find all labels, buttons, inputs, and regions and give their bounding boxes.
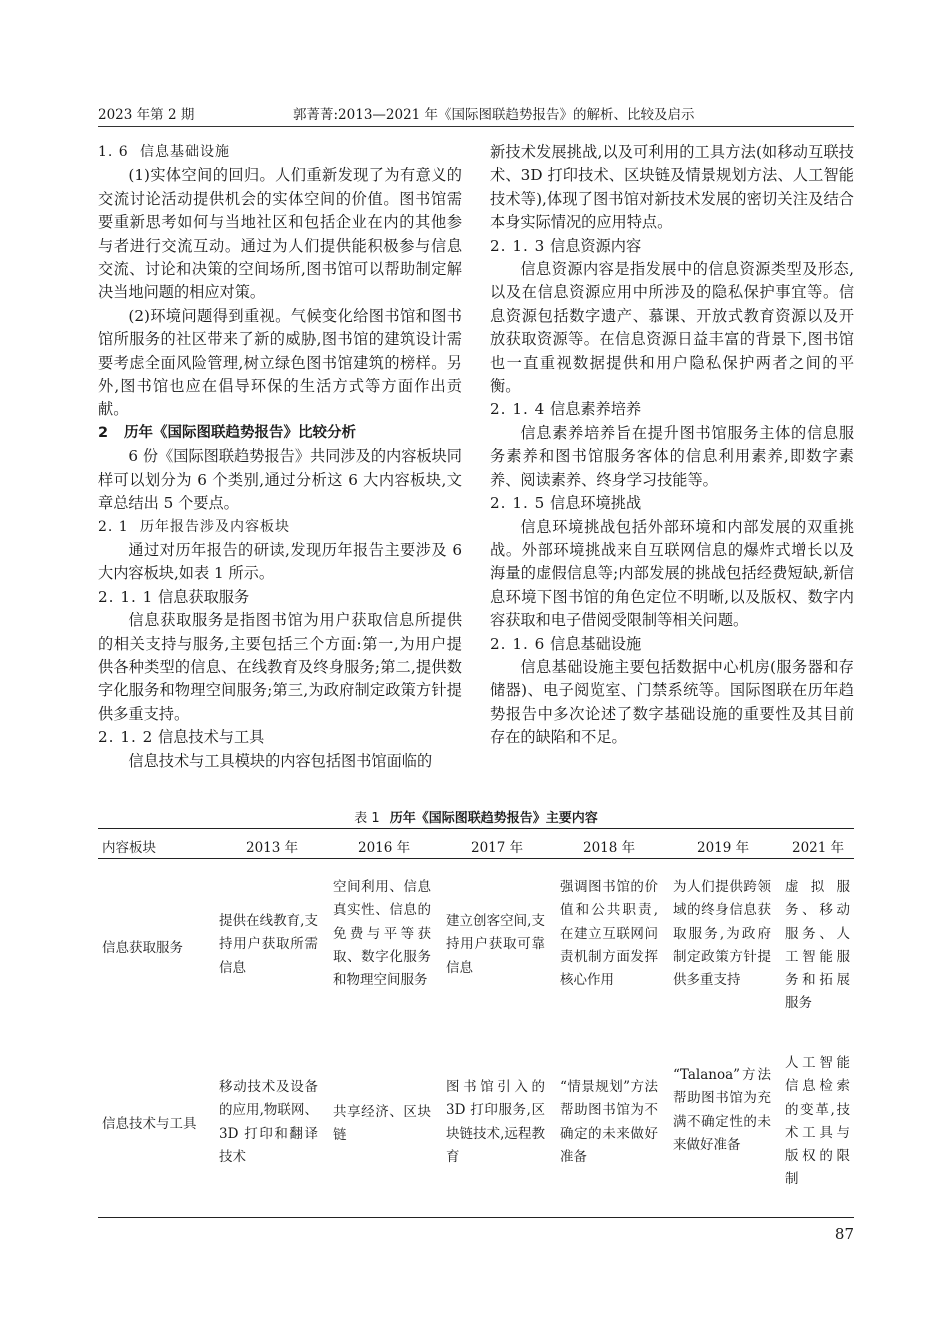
- table-header-cell: 2017 年: [471, 840, 524, 856]
- table-bottom-rule: [98, 1217, 854, 1218]
- table-caption: [98, 807, 854, 826]
- running-header: [98, 103, 854, 125]
- table-header-cell: 2019 年: [697, 840, 750, 856]
- left-column: [98, 141, 462, 773]
- table-row-label: 信息获取服务: [102, 940, 183, 956]
- table-header-cell: 2021 年: [792, 840, 845, 856]
- paragraph: 信息环境挑战包括外部环境和内部发展的双重挑战。外部环境挑战来自互联网信息的爆炸式增长以及海量的虚假信息等;内部发展的挑战包括经费短缺,新信息环境下图书馆的角色定位不明晰,以及版权、数字内容获取和电子借阅受限制等相关问题。: [490, 517, 854, 630]
- table-cell: 移动技术及设备的应用,物联网、3D 打印和翻译技术: [219, 1079, 318, 1165]
- section-1-6-heading: 1. 6 信息基础设施: [98, 144, 230, 160]
- section-2-1-2-heading: 2. 1. 2 信息技术与工具: [98, 728, 265, 747]
- section-2-1-6-heading: 2. 1. 6 信息基础设施: [490, 634, 642, 653]
- table-cell: 图书馆引入的 3D 打印服务,区块链技术,远程教育: [446, 1079, 545, 1165]
- paragraph: 信息获取服务是指图书馆为用户获取信息所提供的相关支持与服务,主要包括三个方面:第一,为用户提供各种类型的信息、在线教育及终身服务;第二,提供数字化服务和物理空间服务;第三,为政府制定政策方针提供多重支持。: [98, 611, 462, 723]
- table-header-rule: [98, 858, 854, 859]
- section-2-1-3-heading: 2. 1. 3 信息资源内容: [490, 236, 642, 255]
- paragraph: 信息资源内容是指发展中的信息资源类型及形态,以及在信息资源应用中所涉及的隐私保护事宜等。信息资源包括数字遗产、慕课、开放式教育资源以及开放获取资源等。在信息资源日益丰富的背景下,图书馆也一直重视数据提供和用户隐私保护两者之间的平衡。: [490, 260, 854, 396]
- section-2-1-heading: 2. 1 历年报告涉及内容板块: [98, 518, 290, 535]
- paragraph: 通过对历年报告的研读,发现历年报告主要涉及 6 大内容板块,如表 1 所示。: [98, 540, 462, 583]
- journal-issue: 2023 年第 2 期: [98, 107, 195, 123]
- table-title: 历年《国际图联趋势报告》主要内容: [389, 811, 598, 826]
- table-header-cell: 2016 年: [358, 840, 411, 856]
- section-2-1-1-heading: 2. 1. 1 信息获取服务: [98, 587, 250, 606]
- header-rule: [98, 126, 854, 127]
- table-header-cell: 内容板块: [102, 840, 156, 856]
- section-2-1-5-heading: 2. 1. 5 信息环境挑战: [490, 494, 642, 513]
- table-header-cell: 2013 年: [246, 840, 299, 856]
- section-2-1-4-heading: 2. 1. 4 信息素养培养: [490, 400, 642, 419]
- paragraph: (2)环境问题得到重视。气候变化给图书馆和图书馆所服务的社区带来了新的威胁,图书馆的建筑设计需要考虑全面风险管理,树立绿色图书馆建筑的榜样。另外,图书馆也应在倡导环保的生活方式等方面作出贡献。: [98, 306, 462, 419]
- right-column: [490, 141, 854, 750]
- table-top-rule: [98, 828, 854, 829]
- paragraph: (1)实体空间的回归。人们重新发现了为有意义的交流讨论活动提供机会的实体空间的价值。图书馆需要重新思考如何与当地社区和包括企业在内的其他参与者进行交流互动。通过为人们提供能积极参与信息交流、讨论和决策的空间场所,图书馆可以帮助制定解决当地问题的相应对策。: [98, 166, 462, 302]
- table-header-cell: 2018 年: [583, 840, 636, 856]
- table-row-label: 信息技术与工具: [102, 1116, 197, 1132]
- paragraph: 新技术发展挑战,以及可利用的工具方法(如移动互联技术、3D 打印技术、区块链及情景规划方法、人工智能技术等),体现了图书馆对新技术发展的密切关注及结合本身实际情况的应用特点。: [490, 143, 854, 232]
- table-cell: 共享经济、区块链: [333, 1104, 431, 1144]
- table-cell: 为人们提供跨领域的终身信息获取服务,为政府制定政策方针提供多重支持: [673, 879, 771, 989]
- table-cell: “Talanoa”方法帮助图书馆为充满不确定性的未来做好准备: [673, 1067, 771, 1153]
- running-title: 郭菁菁:2013—2021 年《国际图联趋势报告》的解析、比较及启示: [293, 107, 695, 123]
- table-number: 表 1: [354, 811, 380, 826]
- paragraph: 信息技术与工具模块的内容包括图书馆面临的: [128, 751, 433, 770]
- paragraph: 信息基础设施主要包括数据中心机房(服务器和存储器)、电子阅览室、门禁系统等。国际图联在历年趋势报告中多次论述了数字基础设施的重要性及其目前存在的缺陷和不足。: [490, 657, 854, 747]
- section-2-heading: 2 历年《国际图联趋势报告》比较分析: [98, 424, 356, 441]
- table-cell: 建立创客空间,支持用户获取可靠信息: [446, 913, 545, 976]
- table-cell: 虚拟服务、移动服务、人工智能服务和拓展服务: [785, 879, 850, 1012]
- page-number: 87: [834, 1225, 854, 1243]
- table-cell: 强调图书馆的价值和公共职责,在建立互联网问责机制方面发挥核心作用: [560, 879, 658, 989]
- paragraph: 信息素养培养旨在提升图书馆服务主体的信息服务素养和图书馆服务客体的信息利用素养,即数字素养、阅读素养、终身学习技能等。: [490, 423, 854, 489]
- paragraph: 6 份《国际图联趋势报告》共同涉及的内容板块同样可以划分为 6 个类别,通过分析这 6 大内容板块,文章总结出 5 个要点。: [98, 447, 462, 513]
- table-cell: “情景规划”方法帮助图书馆为不确定的未来做好准备: [560, 1079, 658, 1165]
- table-cell: 空间利用、信息真实性、信息的免费与平等获取、数字化服务和物理空间服务: [333, 879, 431, 989]
- table-cell: 人工智能信息检索的变革,技术工具与版权的限制: [785, 1055, 850, 1188]
- table-cell: 提供在线教育,支持用户获取所需信息: [219, 913, 318, 976]
